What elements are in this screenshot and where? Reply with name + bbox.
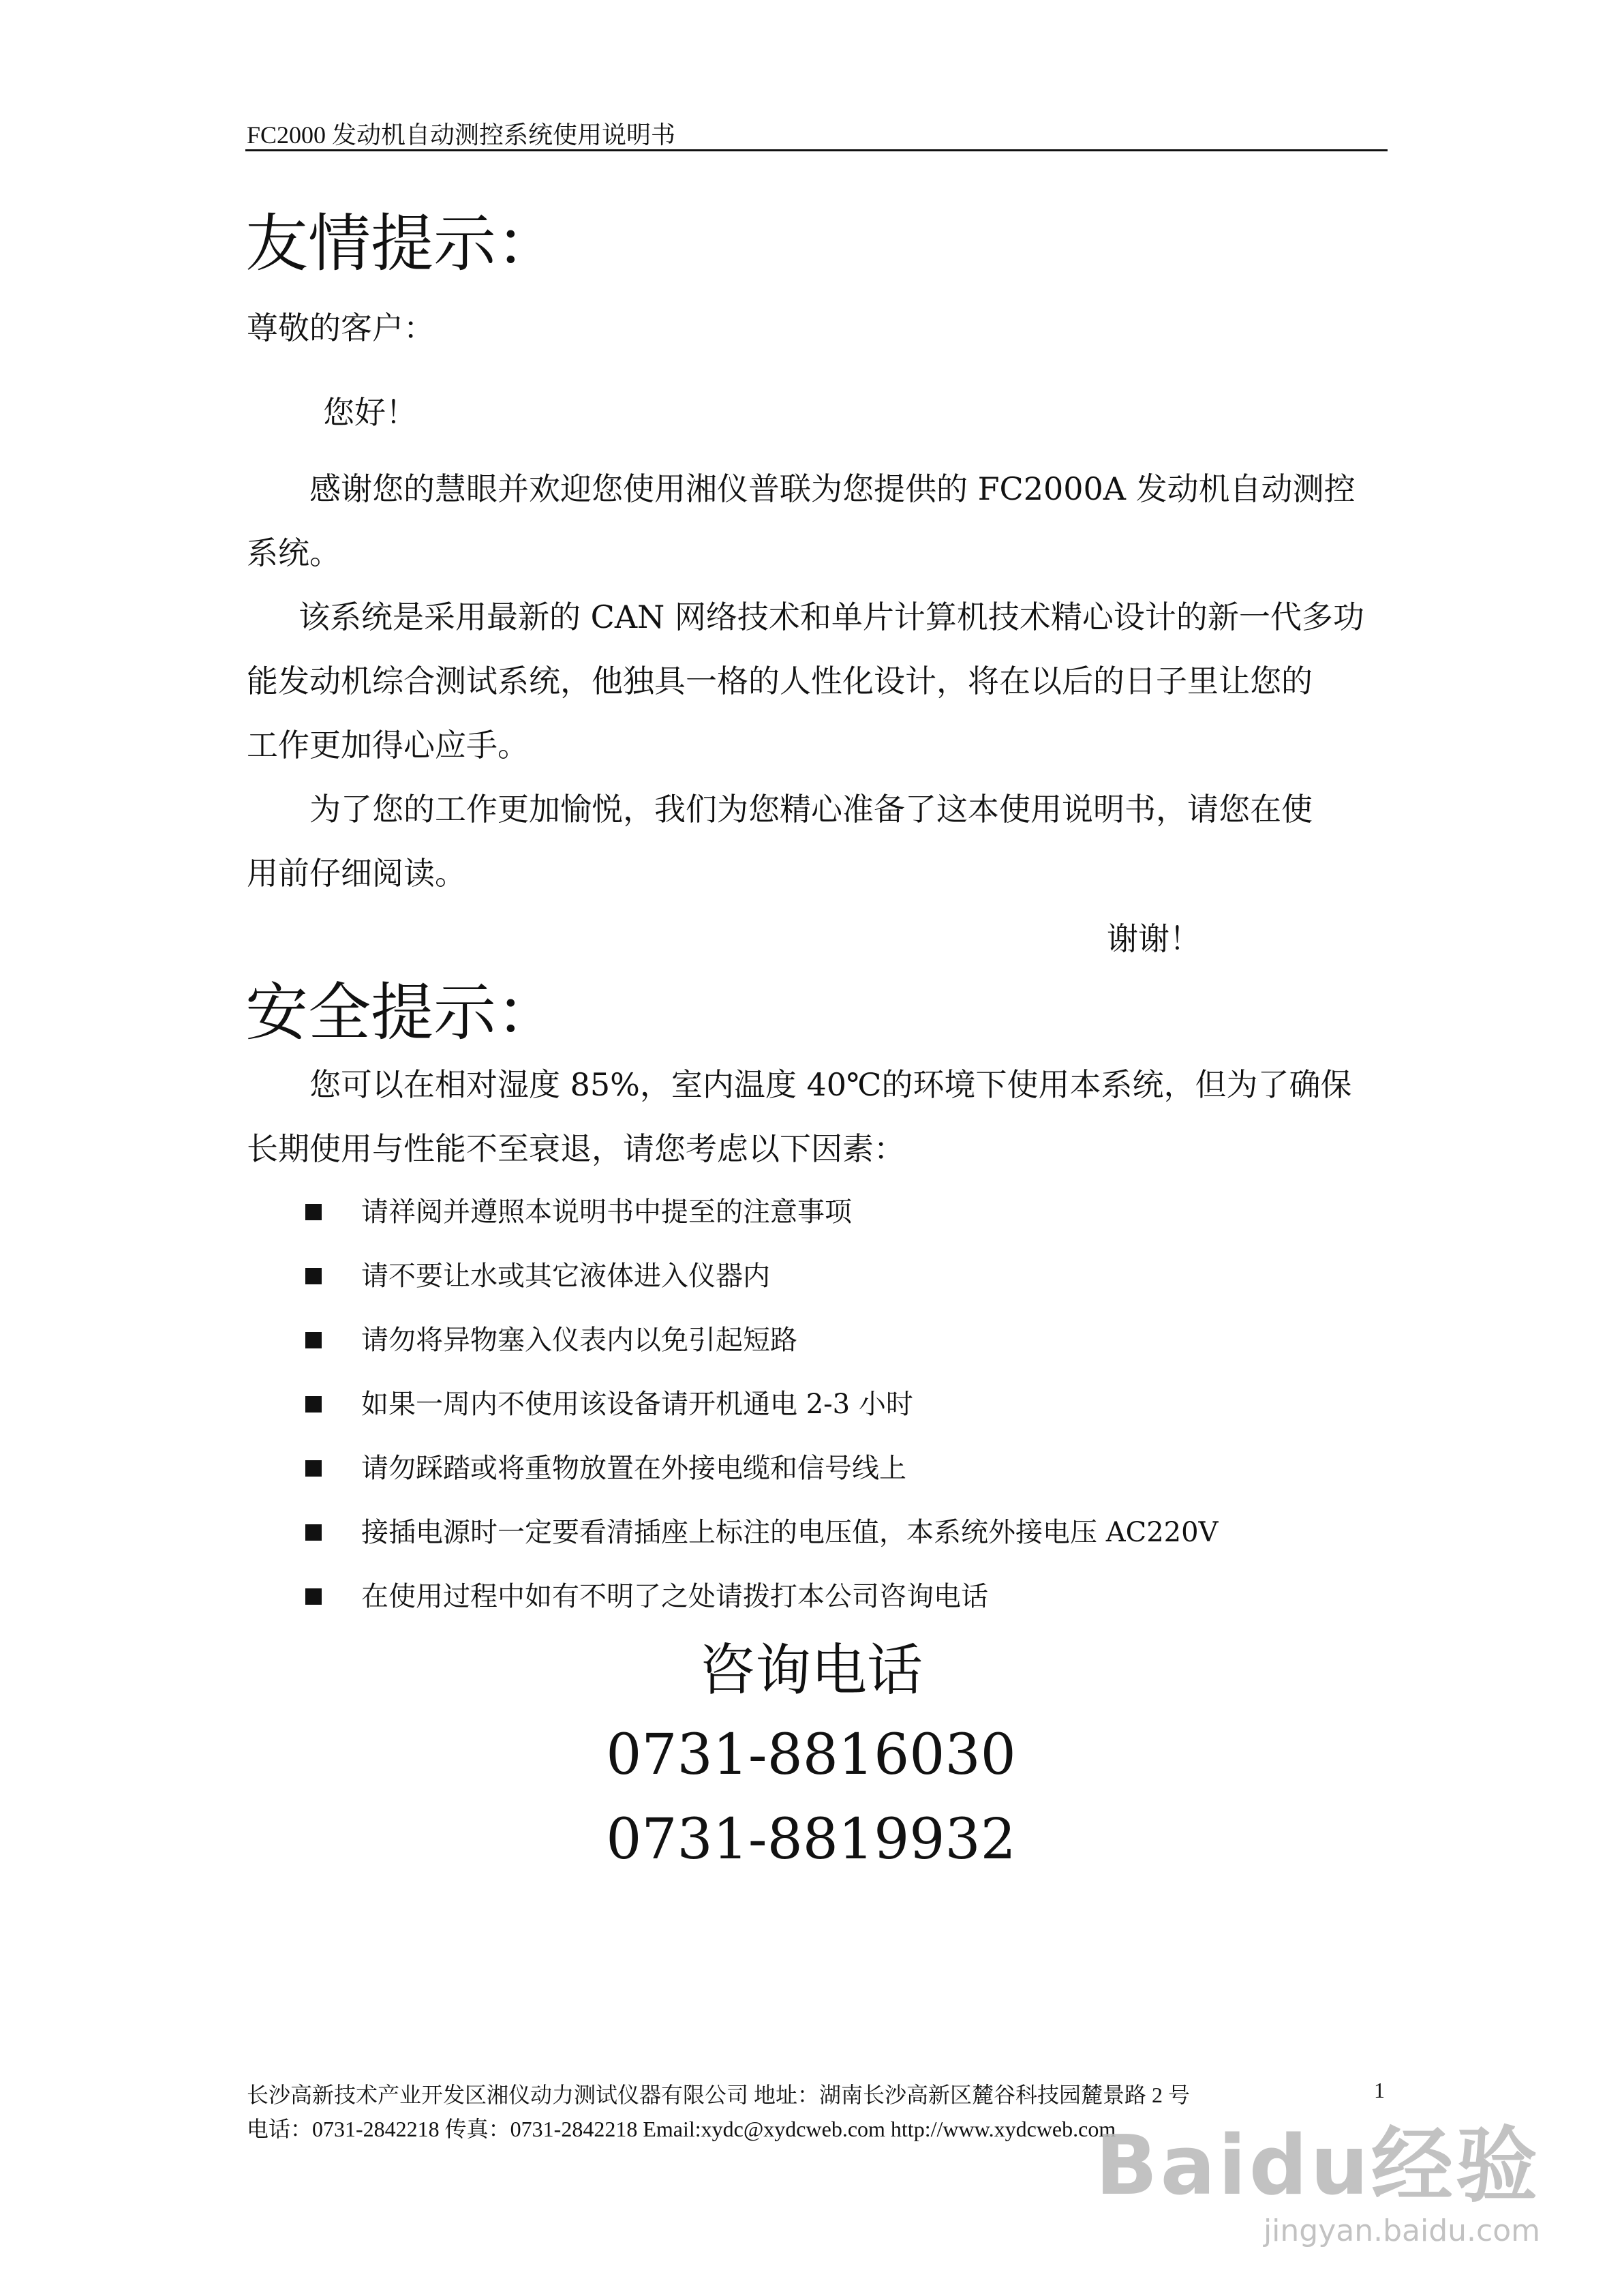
list-item: 如果一周内不使用该设备请开机通电 2-3 小时	[305, 1391, 913, 1418]
list-item: 请勿踩踏或将重物放置在外接电缆和信号线上	[305, 1455, 906, 1482]
list-item: 在使用过程中如有不明了之处请拨打本公司咨询电话	[305, 1583, 988, 1610]
phone-number-2: 0731-8819932	[606, 1807, 1016, 1872]
square-bullet-icon	[305, 1524, 322, 1541]
footer-address: 长沙高新技术产业开发区湘仪动力测试仪器有限公司 地址：湖南长沙高新区麓谷科技园麓景路 2 号	[247, 2083, 1191, 2107]
safety-intro-line2: 长期使用与性能不至衰退，请您考虑以下因素：	[247, 1130, 905, 1167]
square-bullet-icon	[305, 1268, 322, 1284]
list-item: 接插电源时一定要看清插座上标注的电压值，本系统外接电压 AC220V	[305, 1519, 1218, 1546]
square-bullet-icon	[305, 1460, 322, 1477]
consult-phone-title: 咨询电话	[699, 1638, 923, 1703]
para2-line1: 该系统是采用最新的 CAN 网络技术和单片计算机技术精心设计的新一代多功	[299, 599, 1364, 635]
watermark-url: jingyan.baidu.com	[1263, 2214, 1540, 2248]
watermark-logo: Baidu经验	[1095, 2119, 1540, 2214]
para2-line2: 能发动机综合测试系统，他独具一格的人性化设计，将在以后的日子里让您的	[247, 663, 1313, 699]
list-item: 请勿将异物塞入仪表内以免引起短路	[305, 1327, 797, 1354]
header-rule	[245, 149, 1388, 151]
para1-line1: 感谢您的慧眼并欢迎您使用湘仪普联为您提供的 FC2000A 发动机自动测控	[309, 470, 1356, 507]
phone-number-1: 0731-8816030	[606, 1723, 1016, 1787]
square-bullet-icon	[305, 1588, 322, 1605]
para1-line2: 系统。	[247, 534, 341, 571]
para3-line1: 为了您的工作更加愉悦，我们为您精心准备了这本使用说明书，请您在使	[309, 791, 1313, 828]
baidu-watermark	[1095, 2100, 1540, 2248]
square-bullet-icon	[305, 1332, 322, 1348]
safety-title: 安全提示：	[245, 976, 560, 1049]
footer-contact: 电话：0731-2842218 传真：0731-2842218 Email:xydc@xydcweb.com http://www.xydcweb.com	[247, 2117, 1116, 2141]
thanks: 谢谢！	[1107, 920, 1201, 957]
hello: 您好！	[323, 394, 417, 431]
safety-intro-line1: 您可以在相对湿度 85%，室内温度 40℃的环境下使用本系统，但为了确保	[309, 1066, 1352, 1103]
para2-line3: 工作更加得心应手。	[247, 727, 529, 764]
square-bullet-icon	[305, 1396, 322, 1413]
list-item: 请祥阅并遵照本说明书中提至的注意事项	[305, 1198, 852, 1226]
square-bullet-icon	[305, 1204, 322, 1220]
list-item: 请不要让水或其它液体进入仪器内	[305, 1263, 770, 1290]
header-title: FC2000 发动机自动测控系统使用说明书	[247, 121, 676, 149]
para3-line2: 用前仔细阅读。	[247, 855, 466, 892]
greeting-title: 友情提示：	[245, 207, 560, 280]
page-number: 1	[1374, 2078, 1385, 2102]
salutation: 尊敬的客户：	[247, 309, 435, 346]
